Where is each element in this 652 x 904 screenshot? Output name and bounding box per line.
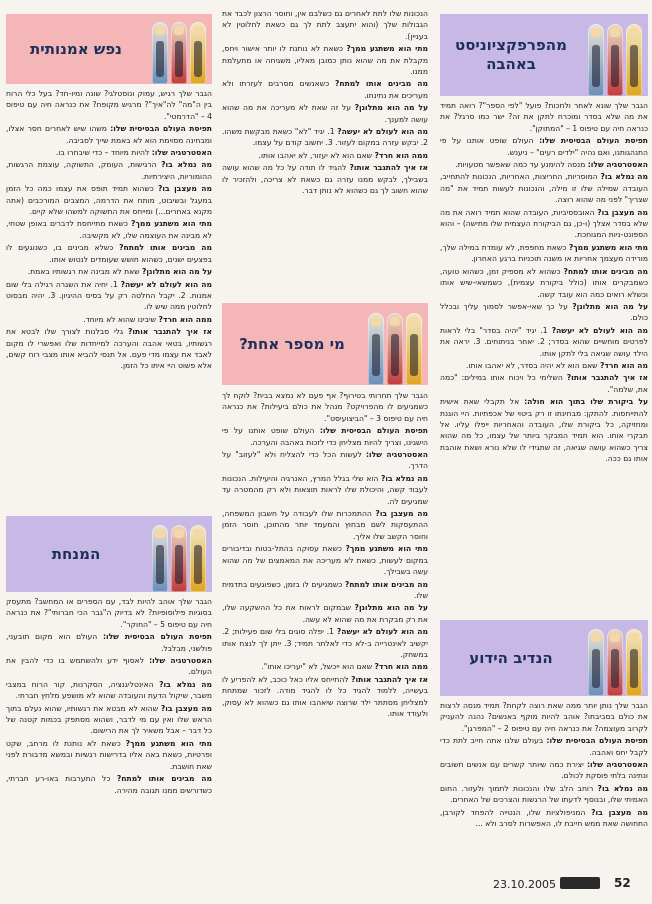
paragraph: הנכונות שלו לתת לאחרים גם כשלבם אין, וחוסר הרצון לכבד את הגבולות שלך (והוא יתעצב לתת לך גם כשאת לחלוטין לא בעניין). bbox=[222, 9, 428, 41]
test-tube-icon bbox=[171, 525, 187, 592]
paragraph: מתי הוא משתגע ממך? כשאת מחפפת, לא עומדת במילה שלך, מורידה מעצמך אחריות או משנה תוכניות ברגע האחרון. bbox=[440, 242, 648, 264]
paragraph: אז איך להתגבר אותו? גלי סבלנות לצורך שלו לבטא את רגשותיו, בטאי אהבה והערכה למייחדות שלו ואפשרי לו מקום לאבד את עצמו מדי פעם. אל תנסי להביא אותו מצבי רוח קשים, אלא פשוט היי איתו כל הזמן. bbox=[6, 327, 212, 371]
paragraph: מה הוא לעולם לא יעשה? 1. יגיד "יהיה בסדר" בלי לראות לפרטים מוחשיים שהוא בסדר; 2. יאחר בניתוחים. 3. יראה את הילד עושה שגיאה בלי לתקן אותו. bbox=[440, 325, 648, 358]
test-tube-icon bbox=[406, 313, 422, 385]
paragraph: ממה הוא חרד? שאם הוא לא יעזור, לא יאהבו אותו. bbox=[258, 150, 428, 160]
page-footer bbox=[0, 872, 652, 896]
test-tube-icon bbox=[626, 629, 642, 696]
test-tube-icon bbox=[588, 629, 604, 696]
paragraph: מה הוא לעולם לא יעשה? 1. יפלה סוגים בלי שום פעילות; 2. יקשיב לאינטרייה ב-לא כדי לאלתר תמיד; 3. ייתן לך לנצח אותו במשחק. bbox=[222, 627, 428, 659]
test-tube-icon bbox=[152, 22, 168, 84]
test-tube-icon bbox=[190, 525, 206, 592]
paragraph: מה נמלא בו? האינטליגנציה, הסקרנות, קור הרוח במצבי משבר, שיקול הדעת והעובדה שהוא לא מושפע מלחץ חברתי. bbox=[6, 679, 212, 701]
paragraph: מה מבינים אותו למתח? כשהוא לא מספיק זמן, כשהוא טועה, כשמבקרים אותו (כולל ביקורת עצמית), כשמשאי-שיש אותו וכשלא רואים כמה הוא עובד קשה. bbox=[440, 266, 648, 299]
paragraph: מה מעצבן בו? ההתמכרות שלו לעבודה על חשבון המשפחה, ההתעסקות לשם מבחוץ והמעמד יותר מהתוכן, חוסר הזמן וחוסר הקשב שלו אליך. bbox=[222, 509, 428, 541]
paragraph: ממה הוא חרד? שאם הוא ייכשל, לא "יעריכו אותו". bbox=[261, 662, 428, 672]
paragraph: האסטרטגיה שלו: יצירת כמה שיותר קשרים עם אנשים חשובים ונתינה בלתי פוסקת לכולם. bbox=[440, 760, 648, 781]
paragraph: מה נמלא בו? הרגישות, העומק, התשוקה, עוצמת הרגשות, ההומוריות, היצירתיות. bbox=[6, 160, 212, 181]
section-title: מי מספר אחת? bbox=[239, 334, 345, 353]
paragraph: מתי הוא משתגע ממך? כשאת עסוקה בהתל-בטות ובדיבורים במקום לעשות, כשאת לא מעריכה את המאמצים של מה שהוא עשה בשבילך. bbox=[222, 544, 428, 577]
paragraph: מה הוא חרד? שאם הוא לא יהיה בסדר, לא יאהבו אותו. bbox=[465, 360, 648, 370]
test-tube-icon bbox=[588, 24, 604, 96]
magazine-logo bbox=[560, 877, 600, 889]
test-tubes-illustration bbox=[582, 620, 648, 696]
paragraph: אז איך להתגבר אותו? השלימי כל ויכוח אותו במילים: "כמה את, שלמה". bbox=[440, 373, 648, 394]
paragraph: על מה הוא מתלונן? על כך שאי-אפשר לסמוך עליך ובכלל כולם. bbox=[440, 301, 648, 323]
paragraph: מה מבינים אותו למתח? כשאנשים מסרבים לעזרתו ולא מעריכים את נתינתו. bbox=[222, 79, 428, 100]
article-column bbox=[440, 700, 648, 868]
article-column bbox=[6, 88, 212, 516]
paragraph: על ביקורת שלו בתוך הוא חולה: אל תקבלי שאת אישית להתייחסות. להתקן: מבחינתו זו רק ביטוי של אכפתיות. היי הוגנת ומחזיקה, כל ביקורת שלו, העובדה והאחריות ייפלו עליו. אל תבקרי אותו. הוא תמיד המבקר ביותר של עצמו, כל מה שהוא צריך כשהוא עושה שגיאה, זה שתגידי לו שלא נורא ושאת אוהבת אותו גם ככה. bbox=[440, 397, 648, 464]
paragraph: הגבר שלך רגיש, עמוק ונוסטלגי? שונה ומיו-חד? בעל כלי הרוח בין ה"מה" לה"איך"? מרגיש מקופח? את כנראה חיה עם טיפוס 4 – "הדרמטי". bbox=[6, 89, 212, 121]
article-column bbox=[6, 596, 212, 868]
test-tubes-illustration bbox=[146, 14, 212, 84]
paragraph: הגבר שלך שונא לאחר ולחכות? פועל "לפי הספר"? רואה תמיד את מה שלא בסדר ומוכרח לתקן את זה? ישר כמו סרגל? את כנראה חיה עם טיפוס 1 – "המתוקן". bbox=[440, 101, 648, 133]
paragraph: מה מבינים אותו למתח? כשמגיעים לו בזמן, כשפוגעים בתדמית שלו. bbox=[222, 579, 428, 600]
paragraph: מתי הוא משתגע ממך? כשאת מתייחסת לדברים באופן שטחי, לא מבינה את העוצמה שלו, לא מקשיבה. bbox=[6, 219, 212, 240]
section-header-onenumber bbox=[222, 303, 428, 385]
paragraph: מה נמלא בו? הוא שלי בגלל המרץ, האנרגיה והיעילות. הנכונות לעבוד קשה, והיכולת שלו לראות תוצאות ולא רק מהמטרה עד שמגיעים לה. bbox=[222, 473, 428, 506]
paragraph: תפיסת העולם הבסיסית שלו: העולם הוא מקום תובעני, פולשני, מבלבל. bbox=[6, 632, 212, 653]
test-tube-icon bbox=[607, 629, 623, 696]
test-tube-icon bbox=[190, 22, 206, 84]
paragraph: מתי הוא משתגע ממך? כשאת לא נותנת לו יותר אישור ויחס, מקבלת את מה שהוא נותן כמובן מאליו, משגיחה או מתעלמת ממנו. bbox=[222, 44, 428, 77]
paragraph: על מה הוא מתלונן? שאת לא מבינה את רגשותיו באמת. bbox=[27, 267, 212, 277]
paragraph: מה הוא לעולם לא יעשה? 1. יחיה את השגרה רגילה בלי שום אמנות. 2. יקבל החלטה רק על בסיס ההיגיון. 3. יהיה מבסוט לחלוטין ממה שיש לו. bbox=[6, 279, 212, 312]
test-tube-icon bbox=[152, 525, 168, 592]
paragraph: האסטרטגיה שלו: מנסה להימנע עד כמה שאפשר מטעויות. bbox=[455, 160, 648, 170]
paragraph: תפיסת העולם הבסיסית שלו: העולם שופט אותנו על פי הישגינו, וצריך להיות מצליחן כדי לזכות באהבה והערכה. bbox=[222, 426, 428, 447]
test-tubes-illustration bbox=[146, 516, 212, 592]
paragraph: הגבר שלך תחרותי בטירוף? אף פעם לא נמצא בבית? לוקח לך כשמגיעים לו מהפרויקט? מנהל את כולם ביעילות? את כנראה חיה עם טיפוס 3 – "הביצועיסט". bbox=[222, 391, 428, 423]
paragraph: תפיסת העולם הבסיסית שלו: משהו שיש לאחרים חסר אצלו, ומבחינה מסוימת הוא לא באמת שייך לסביבה. bbox=[6, 124, 212, 145]
paragraph: מה מעצבן בו? שהוא לא מבטא את רגשותיו, שהוא נעלם בתוך הראש שלו ואין עם מי לדבר, ושהוא מסתפק בכמות קטנה של כל דבר – אבל משאיר לך את הרישום. bbox=[6, 703, 212, 736]
paragraph: הגבר שלך נותן יותר ממה שאת רוצה לקחת? תמיד מנסה לרצות את כולם בסביבתו? אוהב להיות מוקף באנשים? נהנה להעניק לקרוב מעוצמה? את כנראה חיה עם טיפוס 2 – "המפרגן". bbox=[440, 701, 648, 733]
section-title: מהפרפקציוניסט באהבה bbox=[455, 36, 567, 73]
issue-date: 23.10.2005 bbox=[493, 878, 556, 891]
section-title: נפש אמנותית bbox=[30, 39, 122, 58]
test-tube-icon bbox=[387, 313, 403, 385]
paragraph: ממה הוא חרד? שיבינו שהוא לא מיוחד. bbox=[83, 314, 212, 324]
paragraph: מה מעצבן בו? האובססיביות, העובדה שהוא תמיד רואה את מה שלא בסדר אצלך (ו-כן, גם הביקורת העצמית שלו מתישה) – והוא הספונט-ניות המגוחכת. bbox=[440, 207, 648, 240]
paragraph: מה הוא לעולם לא יעשה? 1. יגיד "לא" כשאת מבקשת משהו. 2. יבקש עזרה במקום לעזור. 3. יחשוב קודם על עצמו. bbox=[222, 127, 428, 148]
paragraph: האסטרטגיה שלו: לאסוף ידע ולהשתמש בו כדי להבין את העולם. bbox=[6, 656, 212, 677]
paragraph: מה מבינים אותו למתח? כשלא מבינים בו, כשנוגעים לו בפצעים ישנים, כשהוא חושש שעומדים לנטוש אותו. bbox=[6, 243, 212, 264]
paragraph: מה נמלא בו? המוסריות, החריצות, האחריות, הנכונות להתחייב, העובדה שמילה שלו זו מילה, והנכונות לעשות תמיד את "מה שצריך" לפני מה שהוא רוצה. bbox=[440, 172, 648, 205]
section-title: המנחת bbox=[51, 544, 101, 563]
test-tube-icon bbox=[171, 22, 187, 84]
section-header-love bbox=[440, 14, 648, 96]
paragraph: תפיסת העולם הבסיסית שלו: העולם שופט אותנו על פי התנהגותנו, ואם נהיה "ילדים רעים" – ניענש. bbox=[440, 136, 648, 157]
paragraph: מה מבינים אותו למתח? כל התערבות באו-רע חברתי, כשדורשים ממנו תגובה מהירה. bbox=[6, 774, 212, 795]
section-header-knowing bbox=[440, 620, 648, 696]
paragraph: האסטרטגיה שלו: להיות מיוחד – כדי שיבחרו בו. bbox=[55, 148, 212, 158]
section-title: הנדיב הידוע bbox=[469, 648, 553, 667]
paragraph: מתי הוא משתגע ממך? כשאת לא נותנת לו מרחב, שקט ופרטיות, כשאת באה אליו בדרישות רגשיות ובמשא מדבורת לפני שאת חושבת. bbox=[6, 738, 212, 771]
section-header-gift bbox=[6, 516, 212, 592]
paragraph: מה מעצבן בו? המניפולציות שלו, הנטייה להפחד לקורבן, התחושה שאת ממש חייבת לו, האפשרות לסרב ולא ... bbox=[440, 807, 648, 829]
section-header-spiritual bbox=[6, 14, 212, 84]
article-column bbox=[222, 8, 428, 298]
page-number: 52 bbox=[614, 876, 631, 890]
paragraph: אז איך להתגבר אותו? להגיד לו תודה על כל מה שהוא עושה בשבילך, לבקש ממנו עזרה גם כשאת לא צריכה, ולהזכיר לו שהוא חשוב לך גם כשהוא לא נותן דבר. bbox=[222, 163, 428, 196]
test-tube-icon bbox=[607, 24, 623, 96]
paragraph: תפיסת העולם הבסיסית שלו: בעולם שלנו אתה חייב לתת כדי לקבל יחס ואהבה. bbox=[440, 736, 648, 757]
test-tube-icon bbox=[626, 24, 642, 96]
paragraph: הגבר שלך אוהב להיות לבד, עם הספרים או המחשב? מתעסק בסוגיות פילוסופיות? לא בדיוק ה"גבר הכי חברותי"? את כנראה חיה עם טיפוס 5 – "החוקר". bbox=[6, 597, 212, 629]
paragraph: על מה הוא מתלונן? על זה שאת לא מעריכה את מה שהוא עושה למענך. bbox=[222, 103, 428, 124]
paragraph: מה מעצבן בו? כשהוא תמיד תופס את עצמו כמה כל הזמן במעגל ובשיבוט, מותח את הדרמה, המצבים המורכבים (אתה מקנא באחרים...) ומייחס את התשוקה למשהו שלא קיים. bbox=[6, 184, 212, 217]
article-column bbox=[222, 390, 428, 868]
test-tube-icon bbox=[368, 313, 384, 385]
paragraph: על מה הוא מתלונן? שבמקום לראות את כל ההשקעה שלו, את רק מבקרת את מה שהוא לא עשה. bbox=[222, 603, 428, 624]
paragraph: האסטרטגיה שלו: לעשות הכל כדי להצליח ולא "לעזוב" על הדרך. bbox=[222, 450, 428, 471]
paragraph: אז איך להתגבר אותו? להתייחס אליו כאל כוכב, לא להפריע לו בעשייה, ללמוד להגיד כל לו להגיד מודה. לזכור שמתחת למצליחן מסתתר ילד שרוצה שיאהבו אותו גם כשהוא לא עסוק, ולעודד אותו. bbox=[222, 674, 428, 718]
test-tubes-illustration bbox=[362, 303, 428, 385]
article-column bbox=[440, 100, 648, 628]
test-tubes-illustration bbox=[582, 14, 648, 96]
paragraph: מה נמלא בו? רוחב הלב שלו והנכונות לתמוך ולעזור. החום האמיתי שלו, ובנוסף לדעתו של הרגשות והצרכים של האחרים. bbox=[440, 783, 648, 805]
